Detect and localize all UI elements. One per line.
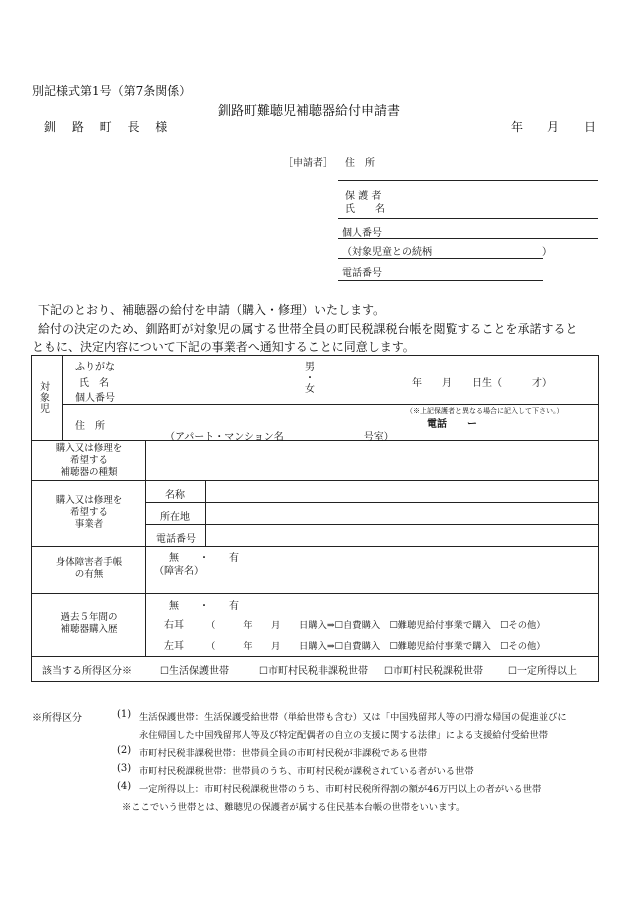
vendor-location-label: 所在地 — [160, 512, 190, 523]
left-ear-detail: （ 年 月 日購入⇒☐自費購入 ☐難聴児給付事業で購入 ☐その他） — [206, 641, 546, 652]
child-personal-number-label: 個人番号 — [75, 393, 115, 404]
disability-options: 無 ・ 有 — [169, 553, 239, 564]
income-option-taxable[interactable]: ☐市町村民税課税世帯 — [384, 666, 483, 677]
date-day: 日 — [584, 120, 597, 134]
applicant-personal-number-label: 個人番号 — [342, 228, 382, 239]
income-option-nontaxable[interactable]: ☐市町村民税非課税世帯 — [259, 666, 368, 677]
relation-label: （対象児童との続柄 ） — [342, 247, 552, 258]
guardian-label: 保 護 者 — [345, 191, 382, 202]
income-option-high[interactable]: ☐一定所得以上 — [508, 666, 577, 677]
date-month: 月 — [547, 120, 560, 134]
child-name-label: 氏 名 — [79, 378, 109, 389]
birth-date-field: 年 月 日生（ 才） — [412, 378, 552, 389]
note-3-number: (3) — [117, 763, 132, 774]
note-2-number: (2) — [117, 745, 132, 756]
statement-line-3: ともに、決定内容について下記の事業者へ通知することに同意します。 — [32, 340, 415, 354]
income-category-label: 該当する所得区分※ — [42, 666, 132, 677]
disability-label: 身体障害者手帳 の有無 — [55, 557, 123, 580]
purchase-history-label: 過去５年間の 補聴器購入歴 — [60, 612, 118, 635]
subject-child-label: 対 象 児 — [40, 382, 50, 415]
guardian-name-label: 氏 名 — [345, 204, 385, 215]
income-option-welfare[interactable]: ☐生活保護世帯 — [160, 666, 229, 677]
note-4-number: (4) — [117, 781, 132, 792]
form-number: 別記様式第1号（第7条関係） — [32, 84, 192, 98]
address-note: （※上記保護者と異なる場合に記入して下さい。） — [406, 407, 564, 415]
note-4: 一定所得以上：市町村民税課税世帯のうち、市町村民税所得割の額が46万円以上の者がいる世帯 — [139, 784, 542, 795]
note-1-line-a: 生活保護世帯：生活保護受給世帯（単給世帯も含む）又は「中国残留邦人等の円滑な帰国の促進並びに — [139, 712, 567, 723]
note-3: 市町村民税課税世帯：世帯員のうち、市町村民税が課税されている者がいる世帯 — [139, 766, 474, 777]
notes-label: ※所得区分 — [32, 713, 82, 724]
applicant-phone-label: 電話番号 — [342, 268, 382, 279]
vendor-label: 購入又は修理を 希望する 事業者 — [55, 495, 123, 530]
note-2: 市町村民税非課税世帯：世帯員全員の市町村民税が非課税である世帯 — [139, 748, 428, 759]
note-5: ※ここでいう世帯とは、難聴児の保護者が属する住民基本台帳の世帯をいいます。 — [122, 802, 466, 813]
device-type-label: 購入又は修理を 希望する 補聴器の種類 — [55, 443, 123, 478]
apartment-label: （アパート・マンション名 号室） — [165, 432, 394, 443]
vendor-phone-label: 電話番号 — [156, 534, 196, 545]
note-1-line-b: 永住帰国した中国残留邦人等及び特定配偶者の自立の支援に関する法律」による支援給付受給世帯 — [139, 730, 549, 741]
statement-line-2: 給付の決定のため、釧路町が対象児の属する世帯全員の町民税課税台帳を閲覧することを承諾すると — [38, 322, 578, 336]
date-year: 年 — [511, 120, 524, 134]
history-options: 無 ・ 有 — [169, 601, 239, 612]
right-ear-label: 右耳 — [164, 620, 184, 631]
child-address-label: 住 所 — [75, 421, 105, 432]
applicant-label: ［申請者］ — [283, 158, 333, 169]
statement-line-1: 下記のとおり、補聴器の給付を申請（購入・修理）いたします。 — [38, 303, 386, 317]
left-ear-label: 左耳 — [164, 641, 184, 652]
gender-options: 男 ・ 女 — [305, 362, 315, 395]
furigana-label: ふりがな — [75, 362, 115, 373]
vendor-name-label: 名称 — [165, 490, 185, 501]
form-title: 釧路町難聴児補聴器給付申請書 — [218, 104, 401, 119]
disability-name-label: （障害名） — [154, 566, 204, 577]
applicant-address-label: 住 所 — [345, 158, 375, 169]
right-ear-detail: （ 年 月 日購入⇒☐自費購入 ☐難聴児給付事業で購入 ☐その他） — [206, 620, 546, 631]
addressee: 釧 路 町 長 様 — [44, 120, 174, 134]
child-phone-label: 電話 ー — [427, 419, 477, 430]
note-1-number: (1) — [117, 709, 132, 720]
